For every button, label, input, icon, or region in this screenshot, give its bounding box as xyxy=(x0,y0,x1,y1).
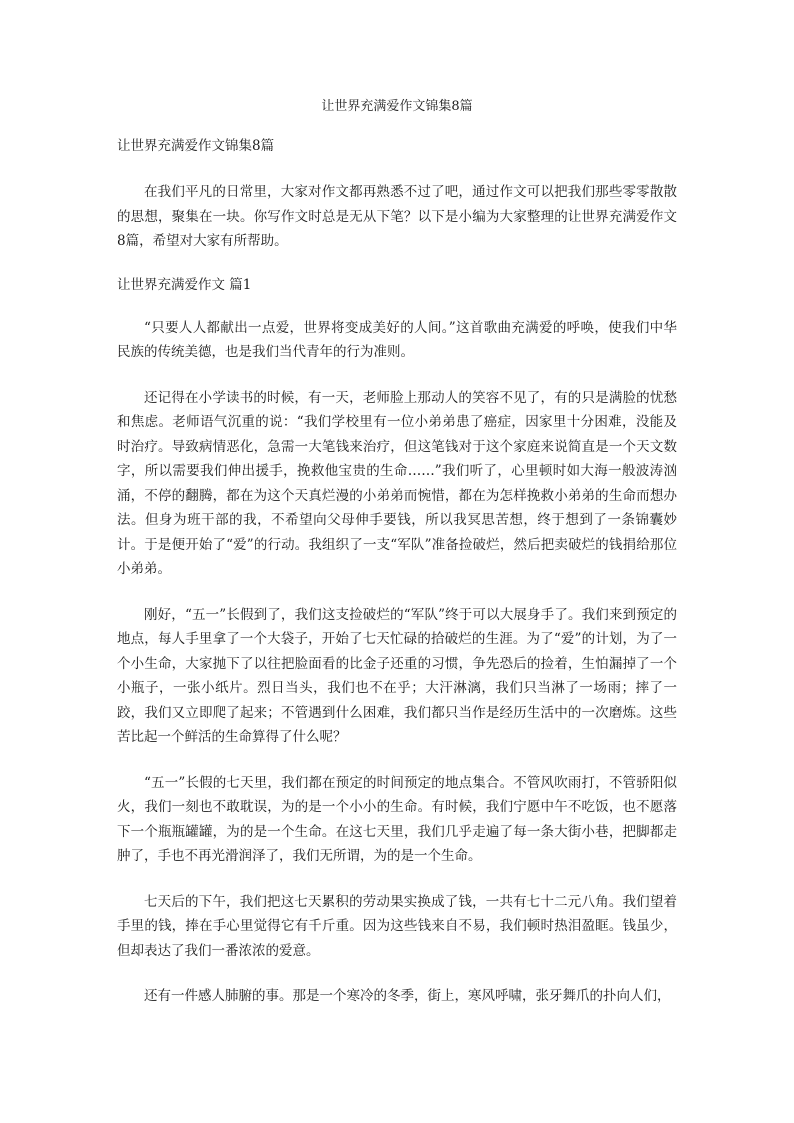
section-heading: 让世界充满爱作文 篇1 xyxy=(117,276,252,293)
body-paragraph-5: 七天后的下午，我们把这七天累积的劳动果实换成了钱，一共有七十二元八角。我们望着手里的钱，捧在手心里觉得它有千斤重。因为这些钱来自不易，我们顿时热泪盈眶。钱虽少，但却表达了我们一番浓浓的爱意。 xyxy=(117,893,677,959)
document-title: 让世界充满爱作文锦集8篇 xyxy=(321,99,473,114)
body-paragraph-3: 刚好，“五一”长假到了，我们这支捡破烂的“军队”终于可以大展身手了。我们来到预定的地点，每人手里拿了一个大袋子，开始了七天忙碌的拾破烂的生涯。为了“爱”的计划，为了一个小生命，大家抛下了以往把脸面看的比金子还重的习惯，争先恐后的捡着，生怕漏掉了一个小瓶子，一张小纸片。烈日当头，我们也不在乎；大汗淋漓，我们只当淋了一场雨；摔了一跤，我们又立即爬了起来；不管遇到什么困难，我们都只当作是经历生活中的一次磨炼。这些苦比起一个鲜活的生命算得了什么呢？ xyxy=(117,606,677,745)
body-paragraph-1: “只要人人都献出一点爱，世界将变成美好的人间。”这首歌曲充满爱的呼唤，使我们中华民族的传统美德，也是我们当代青年的行为准则。 xyxy=(117,319,677,360)
intro-paragraph: 在我们平凡的日常里，大家对作文都再熟悉不过了吧，通过作文可以把我们那些零零散散的思想，聚集在一块。你写作文时总是无从下笔？以下是小编为大家整理的让世界充满爱作文8篇，希望对大家有所帮助。 xyxy=(117,184,677,249)
body-paragraph-6: 还有一件感人肺腑的事。那是一个寒冷的冬季，街上，寒风呼啸，张牙舞爪的扑向人们， xyxy=(144,988,671,1004)
document-subtitle: 让世界充满爱作文锦集8篇 xyxy=(117,138,275,154)
body-paragraph-2: 还记得在小学读书的时候，有一天，老师脸上那动人的笑容不见了，有的只是满脸的忧愁和焦虑。老师语气沉重的说：“我们学校里有一位小弟弟患了癌症，因家里十分困难，没能及时治疗。导致病情恶化，急需一大笔钱来治疗，但这笔钱对于这个家庭来说简直是一个天文数字，所以需要我们伸出援手，挽救他宝贵的生命……”我们听了，心里顿时如大海一般波涛汹涌，不停的翻腾，都在为这个天真烂漫的小弟弟而惋惜，都在为怎样挽救小弟弟的生命而想办法。但身为班干部的我，不希望向父母伸手要钱，所以我冥思苦想，终于想到了一条锦囊妙计。于是便开始了“爱”的行动。我组织了一支“军队”准备捡破烂，然后把卖破烂的钱捐给那位小弟弟。 xyxy=(117,389,677,577)
body-paragraph-4: “五一”长假的七天里，我们都在预定的时间预定的地点集合。不管风吹雨打，不管骄阳似火，我们一刻也不敢耽误，为的是一个小小的生命。有时候，我们宁愿中午不吃饭，也不愿落下一个瓶瓶罐罐，为的是一个生命。在这七天里，我们几乎走遍了每一条大街小巷，把脚都走肿了，手也不再光滑润泽了，我们无所谓，为的是一个生命。 xyxy=(117,774,677,864)
